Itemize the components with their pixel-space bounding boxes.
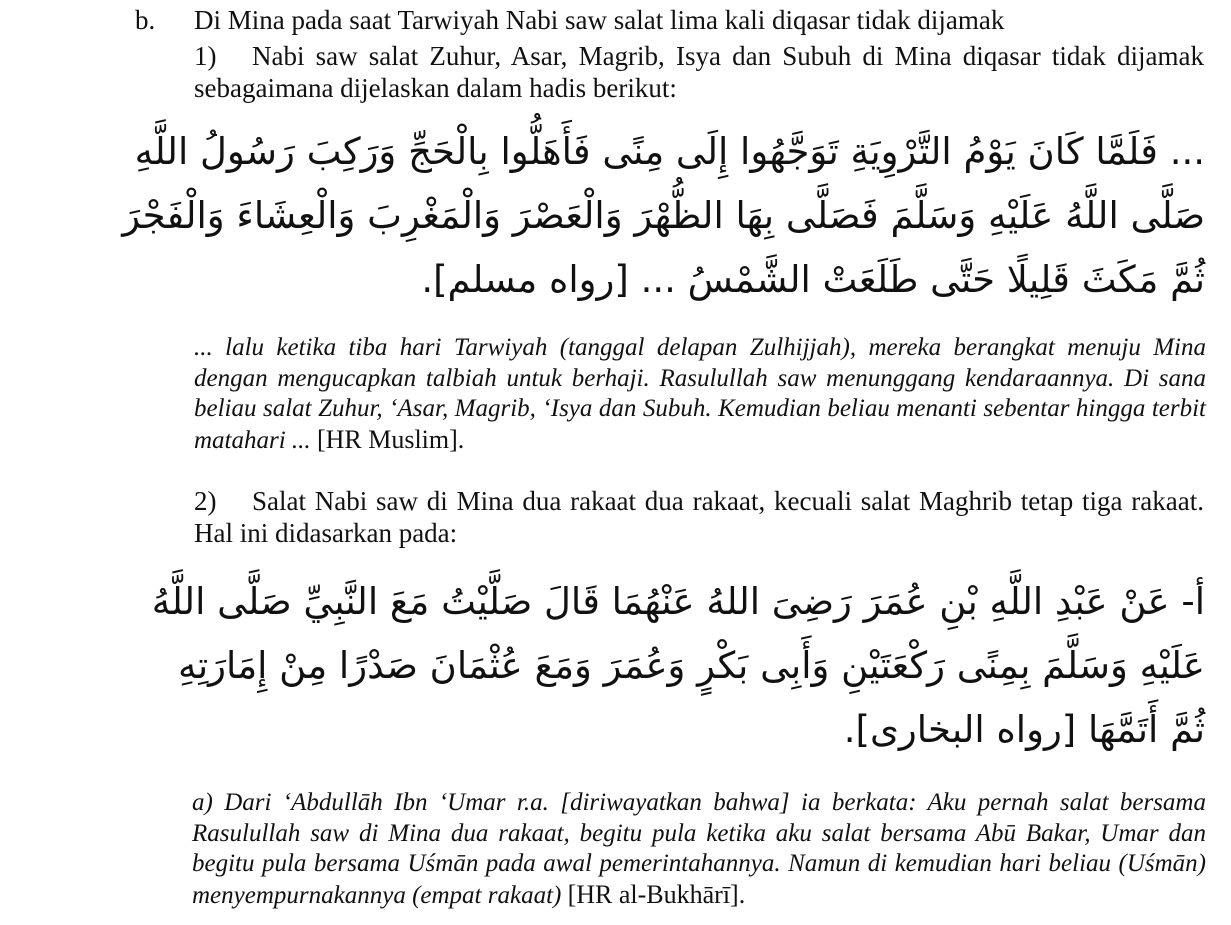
point-2-paragraph [194, 485, 1204, 549]
arabic-line: ... فَلَمَّا كَانَ يَوْمُ التَّرْوِيَةِ تَوَجَّهُوا إِلَى مِنًى فَأَهَلُّوا بِالْحَجِّ وَرَكِبَ رَسُولُ اللَّهِ [134, 130, 1205, 173]
point-1-paragraph [194, 40, 1204, 104]
arabic-line: ثُمَّ أَتَمَّهَا [رواه البخارى]. [843, 708, 1205, 751]
point-2-number: 2) [194, 486, 217, 516]
point-1-number: 1) [194, 41, 217, 71]
arabic-line: عَلَيْهِ وَسَلَّمَ بِمِنًى رَكْعَتَيْنِ وَأَبِى بَكْرٍ وَعُمَرَ وَمَعَ عُثْمَانَ صَدْرًا مِنْ إِمَارَتِهِ [178, 644, 1205, 687]
arabic-line: أ- عَنْ عَبْدِ اللَّهِ بْنِ عُمَرَ رَضِىَ اللهُ عَنْهُمَا قَالَ صَلَّيْتُ مَعَ النَّبِيِّ صَلَّى اللَّهُ [151, 580, 1205, 623]
translation-text: ... lalu ketika tiba hari Tarwiyah (tanggal delapan Zulhijjah), mereka berangkat menuju Mina dengan mengucapkan talbiah untuk berhaji. Rasulullah saw menunggang kendaraannya. Di sana beliau salat Zuhur, ‘Asar, Magrib, ‘Isya dan Subuh. Kemudian beliau menanti sebentar hingga terbit matahari ... [194, 334, 1206, 454]
section-marker: b. [135, 5, 156, 35]
arabic-line: ثُمَّ مَكَثَ قَلِيلًا حَتَّى طَلَعَتْ الشَّمْسُ ... [رواه مسلم]. [421, 258, 1205, 301]
hadith-bukhari-arabic [151, 570, 1205, 762]
hadith-reference: [HR Muslim]. [316, 424, 465, 454]
arabic-line: صَلَّى اللَّهُ عَلَيْهِ وَسَلَّمَ فَصَلَّى بِهَا الظُّهْرَ وَالْعَصْرَ وَالْمَغْرِبَ وَالْعِشَاءَ وَالْفَجْرَ [122, 194, 1205, 237]
translation-text: a) Dari ‘Abdullāh Ibn ‘Umar r.a. [diriwayatkan bahwa] ia berkata: Aku pernah salat bersama Rasulullah saw di Mina dua rakaat, begitu pula ketika aku salat bersama Abū Bakar, Umar dan begitu pula bersama Uśmān pada awal pemerintahannya. Namun di kemudian hari beliau (Uśmān) menyempurnakannya (empat rakaat) [192, 789, 1206, 909]
point-1-text: Nabi saw salat Zuhur, Asar, Magrib, Isya dan Subuh di Mina diqasar tidak dijamak sebagaimana dijelaskan dalam hadis berikut: [194, 41, 1204, 103]
hadith-reference: [HR al-Bukhārī]. [567, 879, 746, 909]
hadith-muslim-translation [194, 333, 1206, 456]
section-title: Di Mina pada saat Tarwiyah Nabi saw salat lima kali diqasar tidak dijamak [194, 5, 1005, 35]
hadith-bukhari-translation [192, 788, 1206, 911]
point-2-text: Salat Nabi saw di Mina dua rakaat dua rakaat, kecuali salat Maghrib tetap tiga rakaat. Hal ini didasarkan pada: [194, 486, 1204, 548]
hadith-muslim-arabic [122, 120, 1205, 312]
